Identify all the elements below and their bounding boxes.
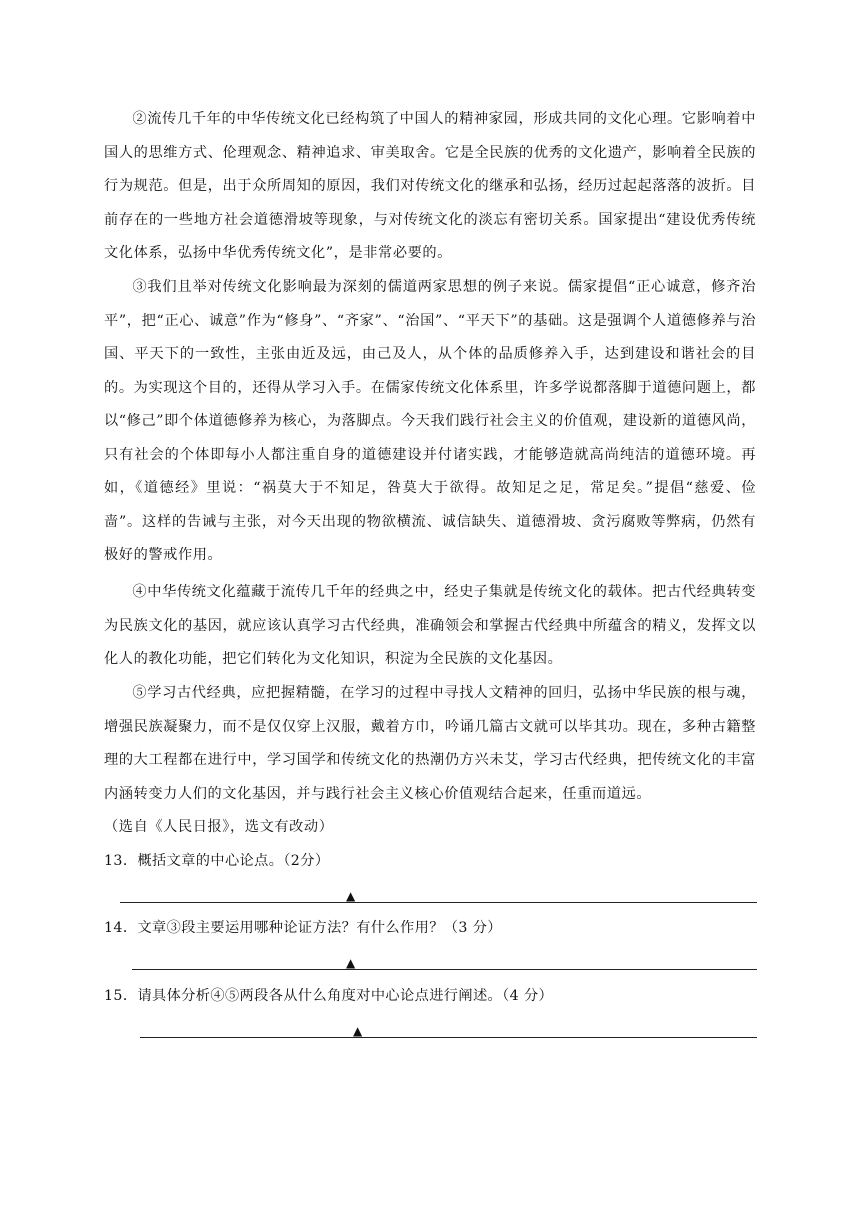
question-14: 14．文章③段主要运用哪种论证方法？有什么作用？（3 分） (104, 920, 502, 936)
answer-line-13[interactable] (120, 902, 757, 903)
paragraph-3: ③我们且举对传统文化影响最为深刻的儒道两家思想的例子来说。儒家提倡“正心诚意，修齐治平”，把“正心、诚意”作为“修身”、“齐家”、“治国”、“平天下”的基础。这是强调个人道德修养与治国、平天下的一致性，主张由近及远，由己及人，从个体的品质修养入手，达到建设和谐社会的目的。为实现这个目的，还得从学习入手。在儒家传统文化体系里，许多学说都落脚于道德问题上，都以“修己”即个体道德修养为核心，为落脚点。今天我们践行社会主义的价值观，建设新的道德风尚，只有社会的个体即每小人都注重自身的道德建设并付诸实践，才能够造就高尚纯洁的道德环境。再如，《道德经》里说：“祸莫大于不知足，咎莫大于欲得。故知足之足，常足矣。”提倡“慈爱、俭啬”。这样的告诫与主张，对今天出现的物欲横流、诚信缺失、道德滑坡、贪污腐败等弊病，仍然有极好的警戒作用。 (104, 279, 756, 563)
answer-marker-triangle-icon: ▲ (346, 889, 356, 903)
paragraph-4: ④中华传统文化蕴藏于流传几千年的经典之中，经史子集就是传统文化的载体。把古代经典转变为民族文化的基因，就应该认真学习古代经典，准确领会和掌握古代经典中所蕴含的精义，发挥文以化人的教化功能，把它们转化为文化知识，积淀为全民族的文化基因。 (104, 584, 756, 667)
question-15: 15．请具体分析④⑤两段各从什么角度对中心论点进行阐述。（4 分） (104, 988, 554, 1004)
answer-line-15[interactable] (140, 1037, 757, 1038)
question-13: 13．概括文章的中心论点。（2分） (104, 853, 330, 869)
answer-marker-triangle-icon: ▲ (346, 956, 356, 970)
answer-marker-triangle-icon: ▲ (353, 1024, 363, 1038)
source-citation: （选自《人民日报》，选文有改动） (104, 819, 334, 835)
answer-line-14[interactable] (132, 969, 757, 970)
paragraph-5: ⑤学习古代经典，应把握精髓，在学习的过程中寻找人文精神的回归，弘扬中华民族的根与魂，增强民族凝聚力，而不是仅仅穿上汉服，戴着方巾，吟诵几篇古文就可以毕其功。现在，多种古籍整理的大工程都在进行中，学习国学和传统文化的热潮仍方兴未艾，学习古代经典，把传统文化的丰富内涵转变力人们的文化基因，并与践行社会主义核心价值观结合起来，任重而道远。 (104, 685, 756, 802)
paragraph-2: ②流传几千年的中华传统文化已经构筑了中国人的精神家园，形成共同的文化心理。它影响着中国人的思维方式、伦理观念、精神追求、审美取舍。它是全民族的优秀的文化遗产，影响着全民族的行为规范。但是，出于众所周知的原因，我们对传统文化的继承和弘扬，经历过起起落落的波折。目前存在的一些地方社会道德滑坡等现象，与对传统文化的淡忘有密切关系。国家提出“建设优秀传统文化体系，弘扬中华优秀传统文化”，是非常必要的。 (104, 111, 756, 261)
